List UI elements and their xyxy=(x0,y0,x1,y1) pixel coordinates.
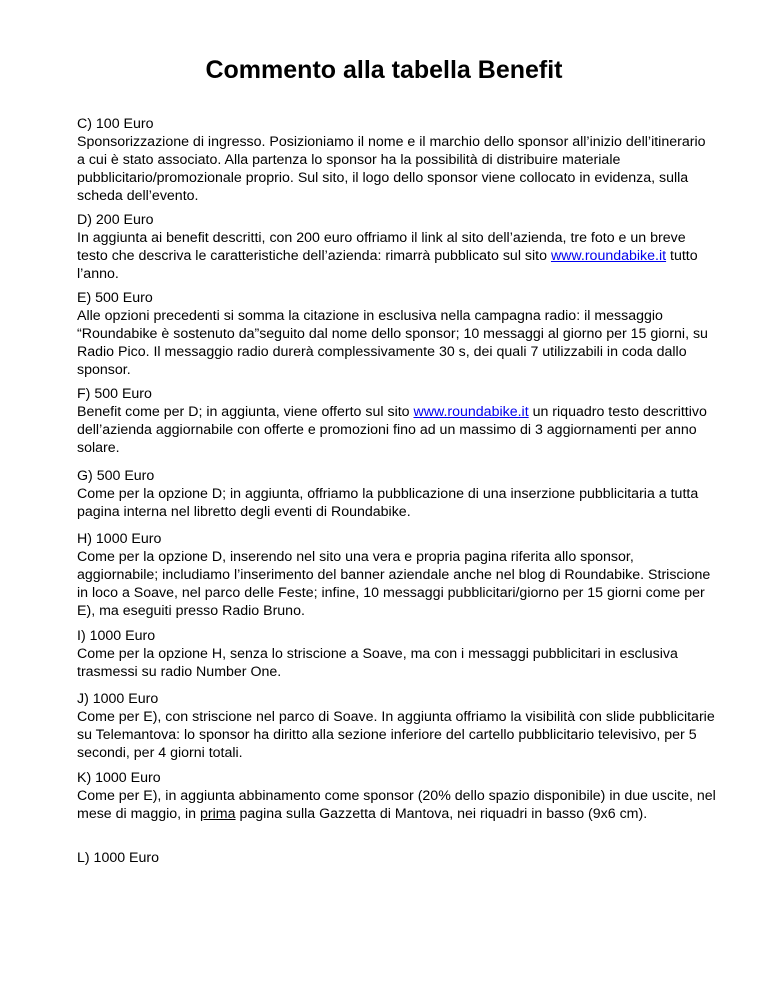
section-j xyxy=(77,690,717,762)
section-d-heading: D) 200 Euro xyxy=(77,212,154,228)
section-k-text-before: Come per E), in aggiunta abbinamento come sponsor (20% dello spazio disponibile) in due uscite, nel mese di maggio, in xyxy=(77,788,716,822)
section-i xyxy=(77,627,717,681)
roundabike-link[interactable]: www.roundabike.it xyxy=(550,248,667,264)
section-d xyxy=(77,211,717,283)
section-l xyxy=(77,849,717,867)
section-k-heading: K) 1000 Euro xyxy=(77,770,161,786)
section-g xyxy=(77,467,717,521)
section-g-text: Come per la opzione D; in aggiunta, offriamo la pubblicazione di una inserzione pubblicitaria a tutta pagina interna nel libretto degli eventi di Roundabike. xyxy=(77,486,699,520)
section-j-heading: J) 1000 Euro xyxy=(77,691,159,707)
section-i-text: Come per la opzione H, senza lo striscione a Soave, ma con i messaggi pubblicitari in esclusiva trasmessi su radio Number One. xyxy=(77,646,678,680)
section-k-text-after: pagina sulla Gazzetta di Mantova, nei riquadri in basso (9x6 cm). xyxy=(235,806,648,822)
section-c xyxy=(77,115,717,205)
section-l-heading: L) 1000 Euro xyxy=(77,850,160,866)
roundabike-link[interactable]: www.roundabike.it xyxy=(413,404,529,420)
section-h-text: Come per la opzione D, inserendo nel sito una vera e propria pagina riferita allo sponsor, aggiornabile; includiamo l’inserimento del banner aziendale anche nel blog di Roundabike. Striscione in loco a Soave, nel parco delle Feste; infine, 10 messaggi pubblicitari/giorno per 15 giorni come per E), ma eseguiti presso Radio Bruno. xyxy=(77,549,711,619)
section-d-text-before: In aggiunta ai benefit descritti, con 200 euro offriamo il link al sito dell’azienda, tre foto e un breve testo che descriva le caratteristiche dell’azienda: rimarrà pubblicato sul sito xyxy=(77,230,686,264)
section-c-text: Sponsorizzazione di ingresso. Posizioniamo il nome e il marchio dello sponsor all’inizio dell’itinerario a cui è stato associato. Alla partenza lo sponsor ha la possibilità di distribuire materiale pubblicitario/promozionale proprio. Sul sito, il logo dello sponsor viene collocato in evidenza, sulla scheda dell’evento. xyxy=(77,134,706,204)
section-k xyxy=(77,769,717,823)
section-k-underlined: prima xyxy=(200,806,236,822)
section-f-body xyxy=(77,403,717,457)
section-f xyxy=(77,385,717,457)
section-e-text: Alle opzioni precedenti si somma la citazione in esclusiva nella campagna radio: il messaggio “Roundabike è sostenuto da”seguito dal nome dello sponsor; 10 messaggi al giorno per 15 giorni, su Radio Pico. Il messaggio radio durerà complessivamente 30 s, dei quali 7 utilizzabili in coda dallo sponsor. xyxy=(77,308,708,378)
document-title: Commento alla tabella Benefit xyxy=(205,56,563,84)
section-e xyxy=(77,289,717,379)
section-j-text: Come per E), con striscione nel parco di Soave. In aggiunta offriamo la visibilità con slide pubblicitarie su Telemantova: lo sponsor ha diritto alla sezione inferiore del cartello pubblicitario televisivo, per 5 secondi, per 4 giorni totali. xyxy=(77,709,715,761)
section-d-text-after: tutto l’anno. xyxy=(77,248,698,282)
section-g-heading: G) 500 Euro xyxy=(77,468,155,484)
section-i-heading: I) 1000 Euro xyxy=(77,628,156,644)
section-h-heading: H) 1000 Euro xyxy=(77,531,162,547)
section-e-heading: E) 500 Euro xyxy=(77,290,153,306)
section-f-text-before: Benefit come per D; in aggiunta, viene offerto sul sito xyxy=(77,404,414,420)
section-f-heading: F) 500 Euro xyxy=(77,386,152,402)
section-f-text-after: un riquadro testo descrittivo dell’azienda aggiornabile con offerte e promozioni fino ad un massimo di 3 aggiornamenti per anno solare. xyxy=(77,404,707,456)
section-k-body xyxy=(77,787,717,823)
section-h xyxy=(77,530,717,620)
section-c-heading: C) 100 Euro xyxy=(77,116,154,132)
section-d-body xyxy=(77,229,717,283)
